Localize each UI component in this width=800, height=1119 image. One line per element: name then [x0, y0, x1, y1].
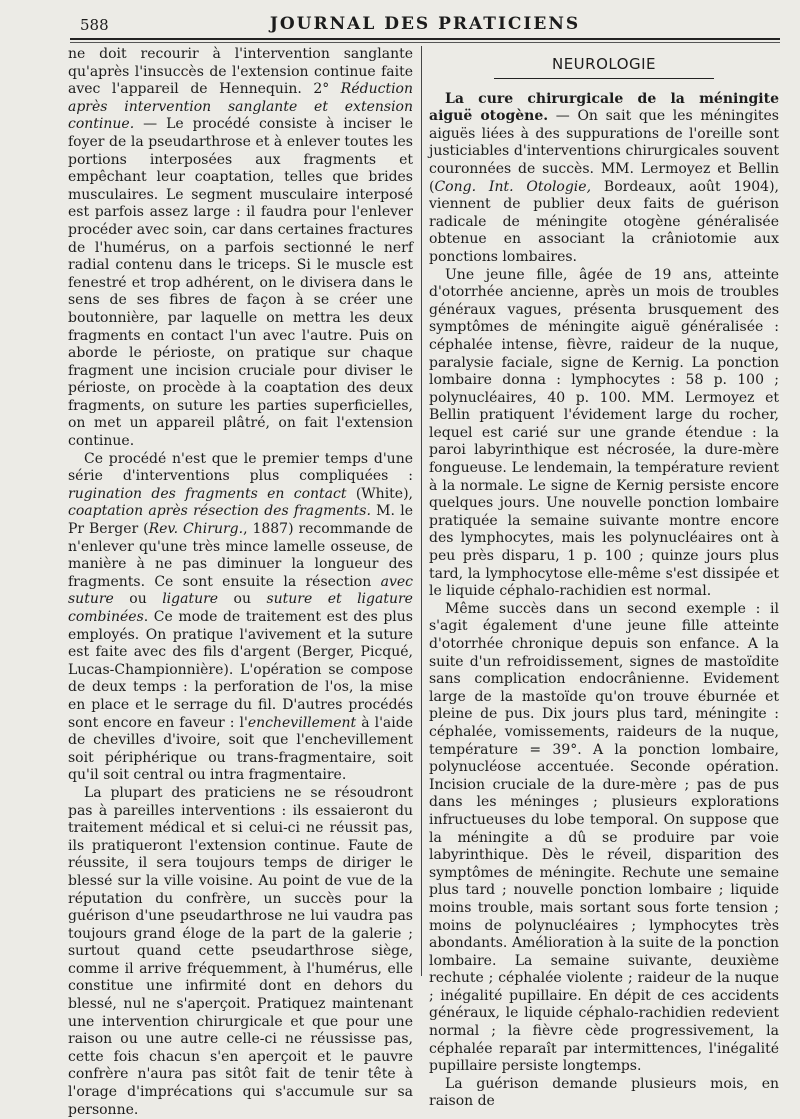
page-number: 588 — [80, 16, 109, 34]
column-divider — [421, 46, 422, 976]
right-paragraph-3: Même succès dans un second exemple : il s'agit également d'une jeune fille atteinte d'otorrhée chronique depuis son enfance. A la suite d'un refroidissement, signes de mastoïdite sans complication endocrânienne. Evidement large de la mastoïde qu'on trouve éburnée et pleine de pus. Dix jours plus tard, méningite : céphalée, vomissements, raideurs de la nuque, température = 39°. A la ponction lombaire, polynucléose accentuée. Seconde opération. Incision cruciale de la dure-mère ; pas de pus dans les méninges ; plusieurs explorations infructueuses du lobe temporal. On suppose que la méningite a dû se produire par voie labyrinthique. Dès le réveil, disparition des symptômes de méningite. Rechute une semaine plus tard ; nouvelle ponction lombaire ; liquide moins trouble, mais sortant sous forte tension ; moins de polynucléaires ; lymphocytes très abondants. Amélioration à la suite de la ponction lombaire. La semaine suivante, deuxième rechute ; céphalée violente ; raideur de la nuque ; inégalité pupillaire. En dépit de ces accidents généraux, le liquide céphalo-rachidien redevient normal ; la fièvre cède progressivement, la céphalée reparaît par intermittences, l'inégalité pupillaire persiste longtemps. — [429, 600, 779, 1075]
right-paragraph-4: La guérison demande plusieurs mois, en raison de — [429, 1075, 779, 1110]
section-rule — [494, 78, 714, 79]
page-header — [70, 10, 780, 38]
left-paragraph-1: ne doit recourir à l'intervention sanglante qu'après l'insuccès de l'extension continue faite avec l'appareil de Hennequin. 2° Réduction après intervention sanglante et extension continue. — Le procédé consiste à inciser le foyer de la pseudarthrose et à enlever toutes les portions interposées aux fragments et empêchant leur coaptation, telles que brides musculaires. Le segment musculaire interposé est parfois assez large : il faudra pour l'enlever procéder avec soin, car dans certaines fractures de l'humérus, on a parfois sectionné le nerf radial contenu dans le triceps. Si le muscle est fenestré et trop adhérent, on le divisera dans le sens de ses fibres de façon à se créer une boutonnière, par laquelle on mettra les deux fragments en contact l'un avec l'autre. Puis on aborde le périoste, on pratique sur chaque fragment une incision cruciale pour diviser le périoste, on procède à la coaptation des deux fragments, on suture les parties superficielles, on met un appareil plâtré, on fait l'extension continue. — [68, 46, 413, 450]
right-paragraph-2: Une jeune fille, âgée de 19 ans, atteinte d'otorrhée ancienne, après un mois de troubles généraux vagues, présenta brusquement des symptômes de méningite aiguë généralisée : céphalée intense, fièvre, raideur de la nuque, paralysie faciale, signe de Kernig. La ponction lombaire donna : lymphocytes : 58 p. 100 ; polynucléaires, 40 p. 100. MM. Lermoyez et Bellin pratiquent l'évidement large du rocher, lequel est carié sur une grande étendue : la paroi labyrinthique est nécrosée, la dure-mère fongueuse. Le lendemain, la température revient à la normale. Le signe de Kernig persiste encore quelques jours. Une nouvelle ponction lombaire pratiquée la semaine suivante montre encore des lymphocytes, mais les polynucléaires ont à peu près disparu, 1 p. 100 ; quinze jours plus tard, la lymphocytose elle-même s'est dissipée et le liquide céphalo-rachidien est normal. — [429, 266, 779, 600]
header-rule-thin — [70, 42, 780, 43]
section-heading: NEUROLOGIE — [551, 55, 657, 73]
article-title: La cure chirurgicale de la méningite aiguë otogène. — [429, 90, 779, 125]
header-rule — [70, 38, 780, 40]
left-paragraph-3: La plupart des praticiens ne se résoudront pas à pareilles interventions : ils essaieront du traitement médical et si celui-ci ne réussit pas, ils pratiqueront l'extension continue. Faute de réussite, il sera toujours temps de diriger le blessé sur la ville voisine. Au point de vue de la réputation du confrère, un succès pour la guérison d'une pseudarthrose ne lui vaudra pas toujours grand éloge de la part de la galerie ; surtout quand cette pseudarthrose siège, comme il arrive fréquemment, à l'humérus, elle constitue une infirmité dont en dehors du blessé, nul ne s'aperçoit. Pratiquez maintenant une intervention chirurgicale et que pour une raison ou une autre celle-ci ne réussisse pas, cette fois chacun s'en aperçoit et le pauvre confrère n'aura pas sitôt fait de tenir tête à l'orage d'imprécations qui s'accumule sur sa personne. — [68, 784, 413, 1118]
journal-title: JOURNAL DES PRATICIENS — [269, 14, 581, 34]
article-intro: La cure chirurgicale de la méningite aiguë otogène. — On sait que les méningites aiguës liées à des suppurations de l'oreille sont justiciables d'interventions chirurgicales souvent couronnées de succès. MM. Lermoyez et Bellin (Cong. Int. Otologie, Bordeaux, août 1904), viennent de publier deux faits de guérison radicale de méningite otogène généralisée obtenue en associant la crâniotomie aux ponctions lombaires. — [429, 90, 779, 265]
left-paragraph-2: Ce procédé n'est que le premier temps d'une série d'interventions plus compliquées : rugination des fragments en contact (White), coaptation après résection des fragments. M. le Pr Berger (Rev. Chirurg., 1887) recommande de n'enlever qu'une très mince lamelle osseuse, de manière à ne pas diminuer la longueur des fragments. Ce sont ensuite la résection avec suture ou ligature ou suture et ligature combinées. Ce mode de traitement est des plus employés. On pratique l'avivement et la suture est faite avec des fils d'argent (Berger, Picqué, Lucas-Championnière). L'opération se compose de deux temps : la perforation de l'os, la mise en place et le serrage du fil. D'autres procédés sont encore en faveur : l'enchevillement à l'aide de chevilles d'ivoire, soit que l'enchevillement soit périphérique ou trans-fragmentaire, soit qu'il soit central ou intra fragmentaire. — [68, 450, 414, 784]
right-column — [429, 46, 779, 1111]
left-column — [68, 46, 413, 1119]
